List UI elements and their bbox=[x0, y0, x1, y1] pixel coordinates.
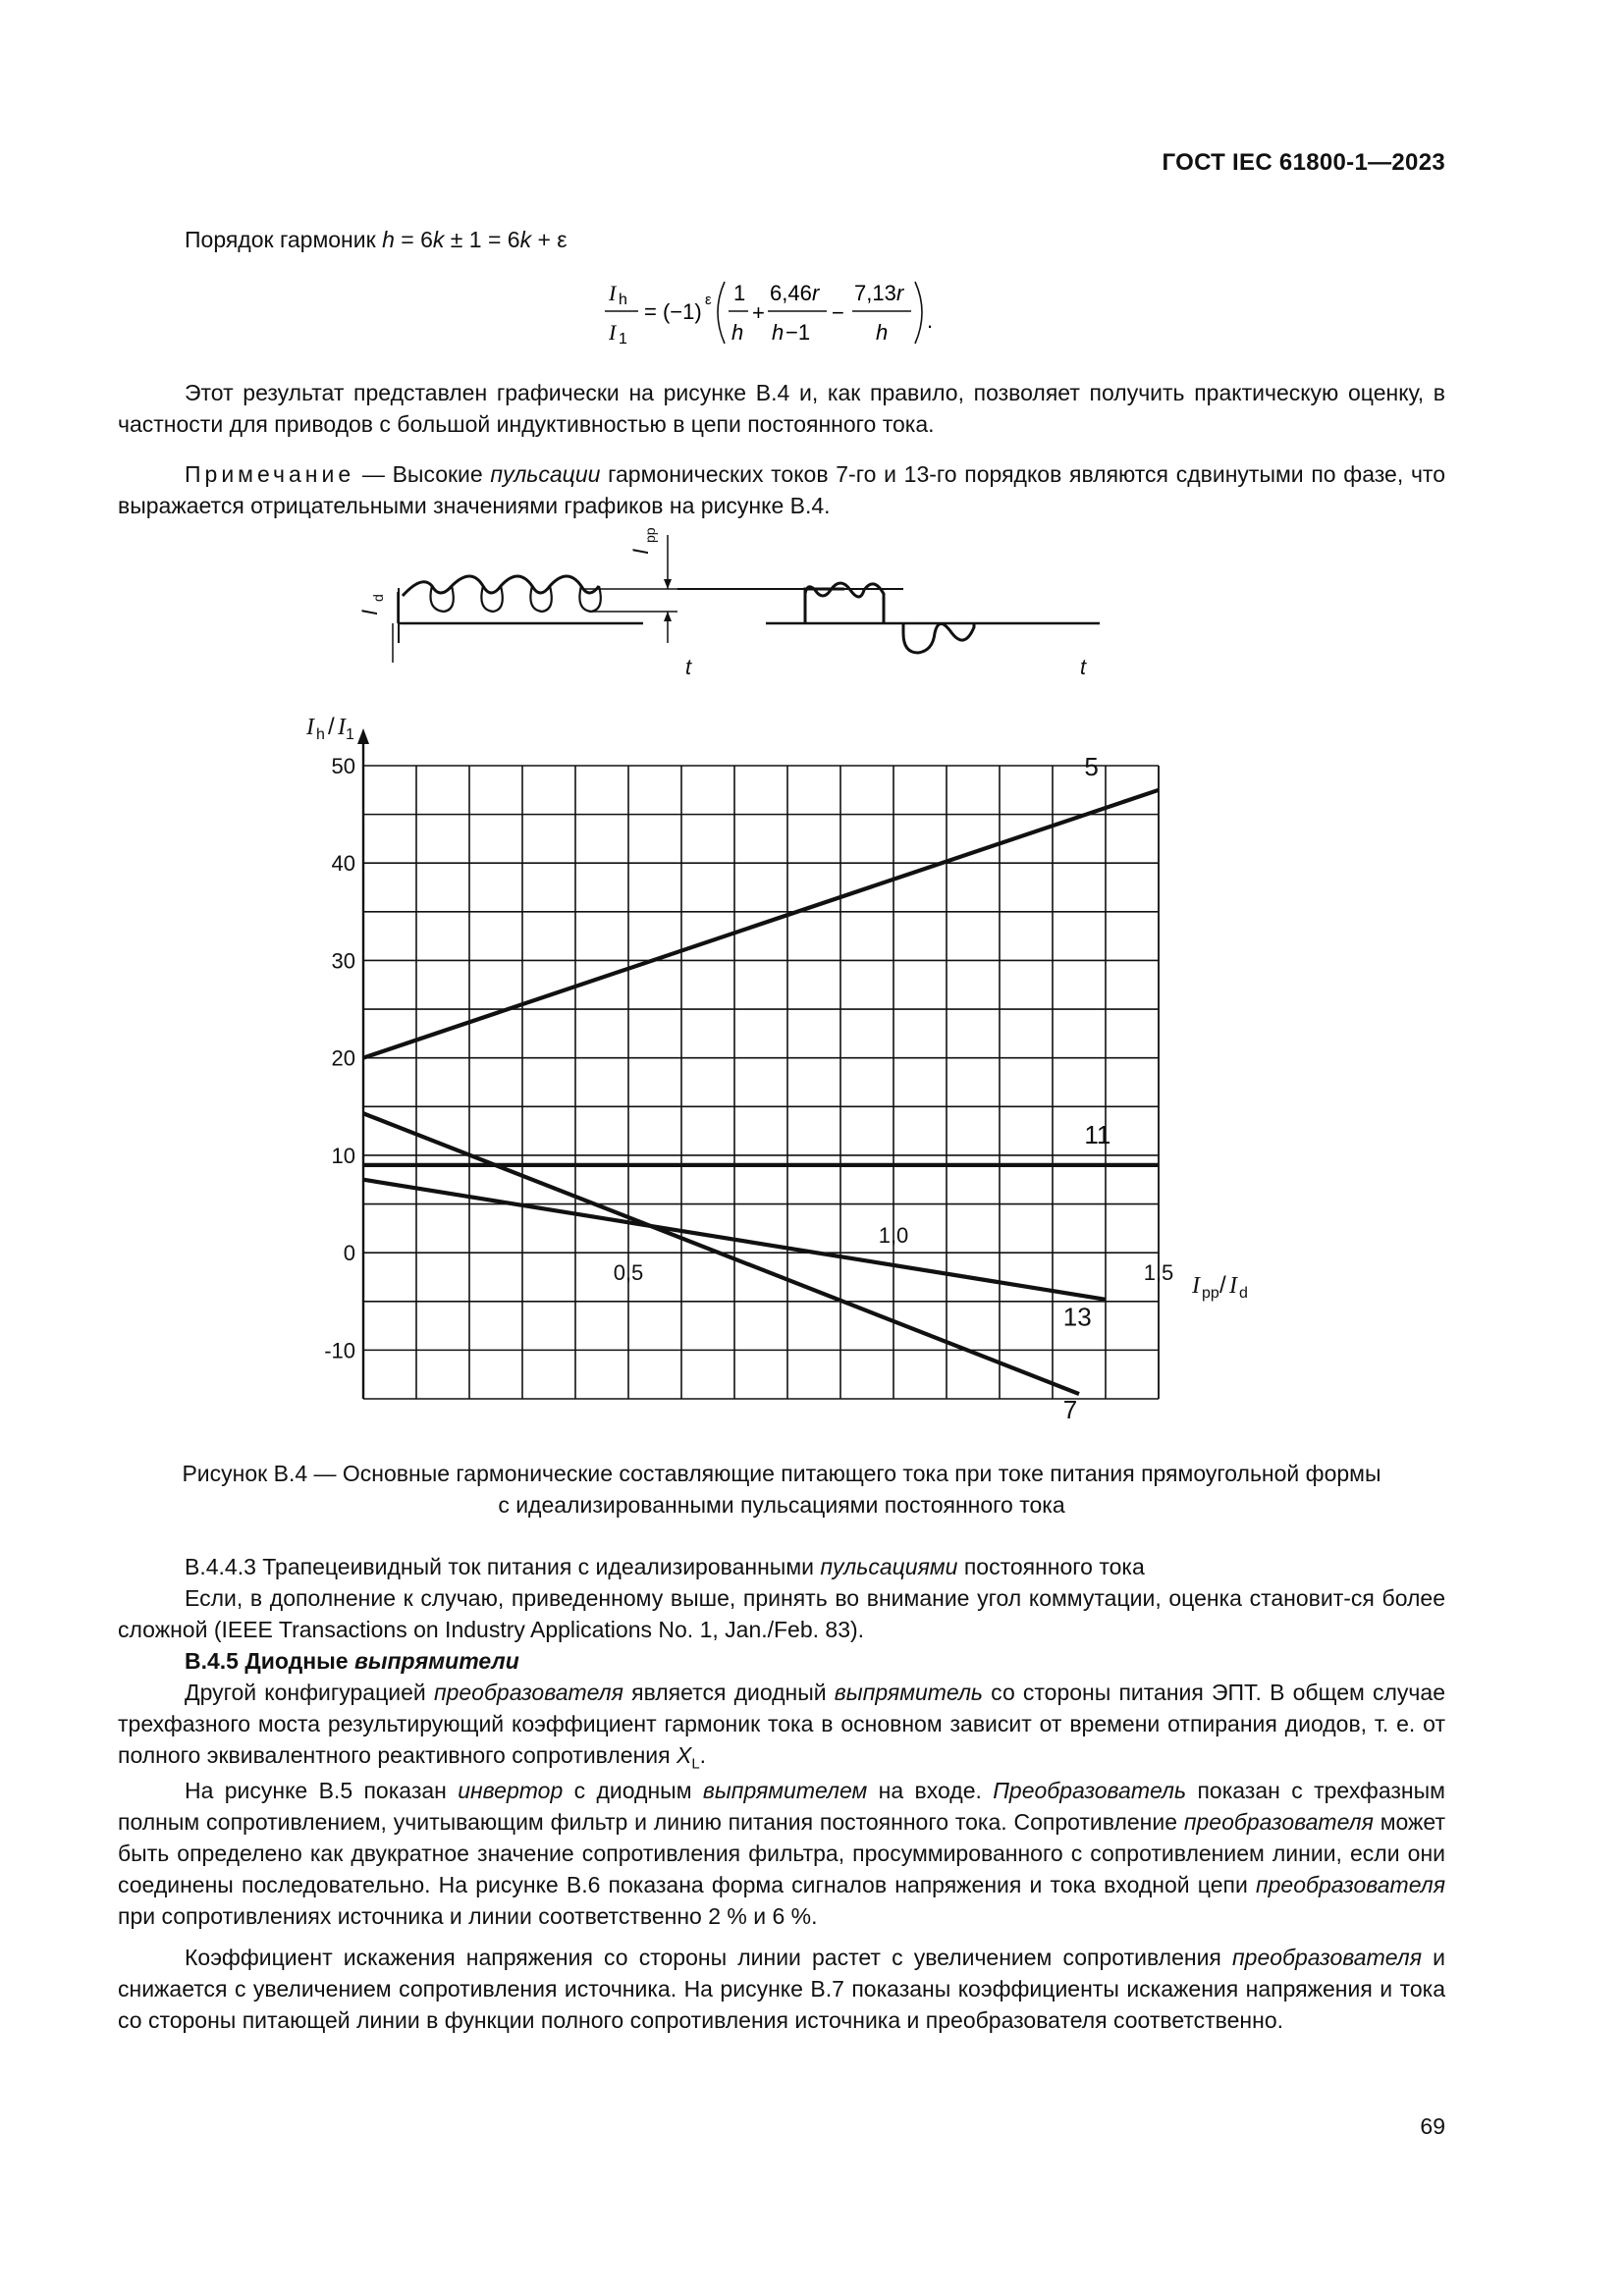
y-tick-label: -10 bbox=[324, 1338, 355, 1363]
ipp-sub: pp bbox=[642, 527, 658, 543]
y-tick-label: 0 bbox=[343, 1241, 355, 1266]
series-label-5: 5 bbox=[1084, 751, 1099, 781]
formula-den-sub: 1 bbox=[619, 331, 627, 347]
paragraph-diode-config: Другой конфигурацией преобразователя является диодный выпрямитель со стороны питания ЭПТ. В общем случае трехфазного моста результирующий коэффициент гармоник тока в основном зависит от времени отпирания диодов, т. е. от полного эквивалентного реактивного сопротивления $X_L$. bbox=[118, 1680, 1445, 1773]
formula-num-sub: h bbox=[619, 292, 627, 308]
x-tick-label: 1,5 bbox=[1143, 1260, 1174, 1286]
y-axis-arrow bbox=[357, 728, 369, 744]
harmonic-formula bbox=[599, 267, 952, 355]
formula-eq: = (−1) bbox=[644, 299, 702, 324]
formula-plus: + bbox=[752, 300, 765, 325]
formula-t2-num-b: r bbox=[812, 281, 820, 305]
paragraph-figure-b5: На рисунке В.5 показан инвертор с диодным выпрямителем на входе. Преобразователь показан с трехфазным полным сопротивлением, учитывающим фильтр и линию питания постоянного тока. Сопротивление преобразователя может быть определено как двукратное значение сопротивления фильтра, просуммированного с сопротивлением линии, если они соединены последовательно. На рисунке В.6 показана форма сигналов напряжения и тока входной цепи преобразователя при сопротивлениях источника и линии соответственно 2 % и 6 %. bbox=[118, 1778, 1445, 1929]
series-line-5 bbox=[363, 790, 1159, 1058]
note-paragraph: Примечание — Высокие пульсации гармонических токов 7-го и 13-го порядков являются сдвинутыми по фазе, что выражается отрицательными значениями графиков на рисунке В.4. bbox=[118, 461, 1445, 518]
id-sub: d bbox=[370, 594, 386, 602]
x-axis-label-main: I bbox=[1192, 1273, 1200, 1299]
x-tick-label: 0,5 bbox=[613, 1260, 644, 1286]
series-label-13: 13 bbox=[1062, 1302, 1092, 1332]
ripple-waveforms bbox=[353, 525, 1119, 702]
y-tick-label: 30 bbox=[331, 948, 355, 974]
y-axis-label-main: I bbox=[306, 715, 314, 740]
series-label-11: 11 bbox=[1084, 1120, 1111, 1150]
y-tick-label: 50 bbox=[331, 754, 355, 778]
paragraph-distortion: Коэффициент искажения напряжения со стороны линии растет с увеличением сопротивления преобразователя и снижается с увеличением сопротивления источника. На рисунке В.7 показаны коэффициенты искажения напряжения и тока со стороны питающей линии в функции полного сопротивления источника и преобразователя соответственно. bbox=[118, 1945, 1445, 2033]
t-label-left: t bbox=[685, 655, 692, 679]
formula-t2-num-a: 6,46 bbox=[770, 281, 812, 305]
formula-end: . bbox=[927, 308, 934, 333]
formula-t2-den-a: h bbox=[772, 320, 785, 345]
series-label-7: 7 bbox=[1062, 1394, 1078, 1424]
ripple-right-neg bbox=[903, 623, 974, 653]
page-number: 69 bbox=[1420, 2113, 1445, 2139]
chart-series bbox=[363, 752, 1159, 1424]
formula-t1-num: 1 bbox=[733, 281, 746, 305]
formula-t3-num-b: r bbox=[896, 281, 904, 305]
id-label: I bbox=[357, 609, 382, 615]
y-tick-label: 20 bbox=[331, 1045, 355, 1071]
t-label-right: t bbox=[1080, 655, 1087, 679]
formula-t3-den: h bbox=[876, 320, 889, 345]
section-b443-title: В.4.4.3 Трапецеивидный ток питания с идеализированными пульсациями постоянного тока bbox=[185, 1554, 1145, 1579]
section-b45-title: В.4.5 Диодные выпрямители bbox=[185, 1648, 519, 1674]
y-axis-label-main2: I bbox=[338, 715, 346, 740]
harmonic-order-line: Порядок гармоник h = 6k ± 1 = 6k + ε bbox=[185, 227, 568, 252]
paragraph-commutation: Если, в дополнение к случаю, приведенному выше, принять во внимание угол коммутации, оценка становит-ся более сложной (IEEE Transactions on Industry Applications No. 1, Jan./Feb. 83). bbox=[118, 1585, 1445, 1642]
harmonics-chart bbox=[295, 707, 1257, 1433]
x-tick-label: 1,0 bbox=[878, 1223, 909, 1249]
y-tick-label: 10 bbox=[331, 1143, 355, 1168]
formula-eps: ε bbox=[705, 292, 712, 308]
y-axis-label-sub2: 1 bbox=[346, 726, 354, 743]
x-axis-label-main2: I bbox=[1229, 1273, 1237, 1299]
x-axis-label-sub: pp bbox=[1202, 1285, 1219, 1302]
formula-num: I bbox=[609, 281, 617, 305]
formula-minus: − bbox=[832, 300, 844, 325]
formula-t3-num-a: 7,13 bbox=[854, 281, 896, 305]
formula-den: I bbox=[609, 320, 617, 345]
y-axis-label-slash: / bbox=[328, 714, 335, 740]
formula-t2-den-b: −1 bbox=[785, 320, 811, 345]
paragraph-result: Этот результат представлен графически на рисунке В.4 и, как правило, позволяет получить практическую оценку, в частности для приводов с большой индуктивностью в цепи постоянного тока. bbox=[118, 380, 1445, 437]
formula-t1-den: h bbox=[731, 320, 744, 345]
y-axis-label-sub: h bbox=[316, 726, 325, 743]
y-tick-label: 40 bbox=[331, 851, 355, 877]
figure-caption-line1: Рисунок В.4 — Основные гармонические составляющие питающего тока при токе питания прямоугольной формы bbox=[182, 1461, 1381, 1486]
ipp-label: I bbox=[628, 548, 653, 555]
document-header: ГОСТ IEC 61800-1—2023 bbox=[1162, 149, 1445, 176]
figure-caption-line2: с идеализированными пульсациями постоянного тока bbox=[498, 1492, 1065, 1518]
x-axis-label-slash: / bbox=[1219, 1272, 1226, 1299]
x-axis-label-sub2: d bbox=[1239, 1285, 1248, 1302]
